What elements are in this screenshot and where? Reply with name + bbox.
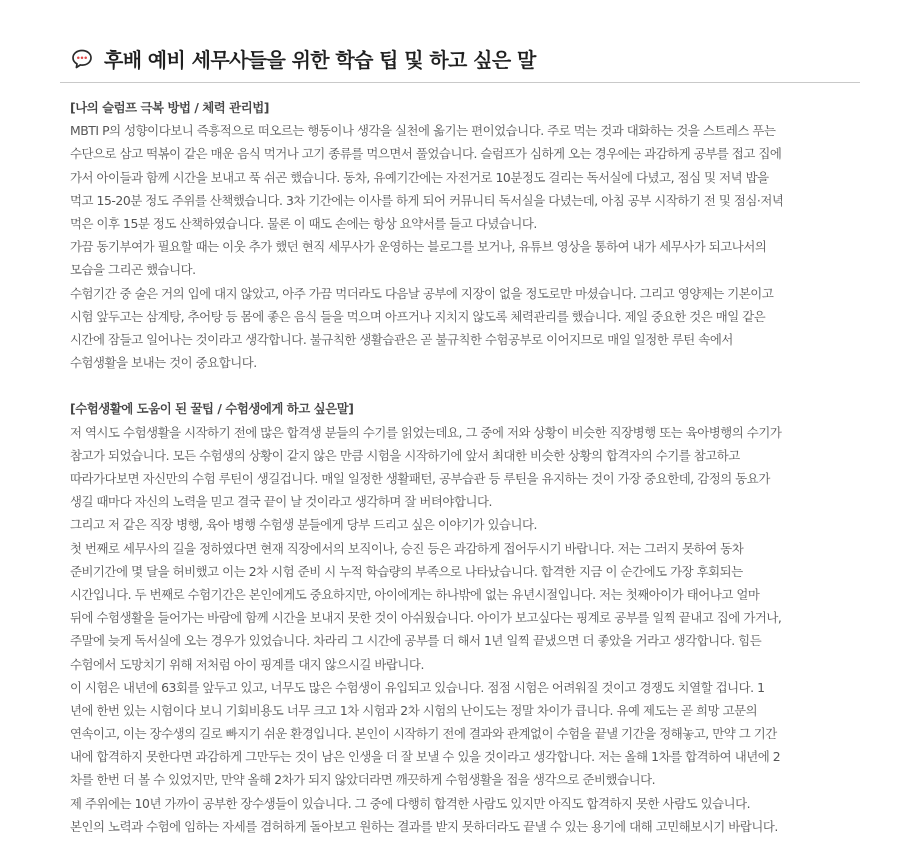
paragraph-line: 저 역시도 수험생활을 시작하기 전에 많은 합격생 분들의 수기를 읽었는데요, 그 중에 저와 상황이 비슷한 직장병행 또는 육아병행의 수기가 xyxy=(70,424,782,440)
paragraph-line: 수험에서 도망치기 위해 저처럼 아이 핑계를 대지 않으시길 바랍니다. xyxy=(70,656,424,672)
section-spacer xyxy=(70,374,860,397)
paragraph-line: 그리고 저 같은 직장 병행, 육아 병행 수험생 분들에게 당부 드리고 싶은 이야기가 있습니다. xyxy=(70,517,538,533)
paragraph-line: MBTI P의 성향이다보니 즉흥적으로 떠오르는 행동이나 생각을 실천에 옮기는 편이었습니다. 주로 먹는 것과 대화하는 것을 스트레스 푸는 xyxy=(70,123,776,139)
paragraph-line: 가끔 동기부여가 필요할 때는 이웃 추가 했던 현직 세무사가 운영하는 블로그를 보거나, 유튜브 영상을 통하여 내가 세무사가 되고나서의 xyxy=(70,239,767,255)
paragraph-line: 내에 합격하지 못한다면 과감하게 그만두는 것이 남은 인생을 더 잘 보낼 수 있을 것이라고 생각합니다. 저는 올해 1차를 합격하여 내년에 2 xyxy=(70,749,781,765)
paragraph-line: 뒤에 수험생활을 들어가는 바람에 함께 시간을 보내지 못한 것이 아쉬웠습니다. 아이가 보고싶다는 핑계로 공부를 일찍 끝내고 집에 가거나, xyxy=(70,610,782,626)
paragraph-line: 수험생활을 보내는 것이 중요합니다. xyxy=(70,355,257,371)
paragraph-line: 이 시험은 내년에 63회를 앞두고 있고, 너무도 많은 수험생이 유입되고 있습니다. 점점 시험은 어려워질 것이고 경쟁도 치열할 겁니다. 1 xyxy=(70,679,765,695)
paragraph-line: 따라가다보면 자신만의 수험 루틴이 생길겁니다. 매일 일정한 생활패턴, 공부습관 등 루틴을 유지하는 것이 가장 중요한데, 감정의 동요가 xyxy=(70,471,770,486)
paragraph-line: 년에 한번 있는 시험이다 보니 기회비용도 너무 크고 1차 시험과 2차 시험의 난이도는 정말 차이가 큽니다. 유예 제도는 곧 희망 고문의 xyxy=(70,702,758,718)
paragraph-line: 시간입니다. 두 번째로 수험기간은 본인에게도 중요하지만, 아이에게는 하나밖에 없는 유년시절입니다. 저는 첫째아이가 태어나고 얼마 xyxy=(70,586,760,602)
page-title: 후배 예비 세무사들을 위한 학습 팁 및 하고 싶은 말 xyxy=(104,48,536,72)
section-header xyxy=(70,44,536,73)
paragraph-line: 먹은 이후 15분 정도 산책하였습니다. 물론 이 때도 손에는 항상 요약서를 들고 다녔습니다. xyxy=(70,215,537,231)
paragraph-line: 수험기간 중 술은 거의 입에 대지 않았고, 아주 가끔 먹더라도 다음날 공부에 지장이 없을 정도로만 마셨습니다. 그리고 영양제는 기본이고 xyxy=(70,285,774,301)
paragraph-line: 먹고 15-20분 정도 주위를 산책했습니다. 3차 기간에는 이사를 하게 되어 커뮤니티 독서실을 다녔는데, 아침 공부 시작하기 전 및 점심·저녁 xyxy=(70,192,784,208)
section-heading: [나의 슬럼프 극복 방법 / 체력 관리법] xyxy=(70,100,269,115)
paragraph-line: 생길 때마다 자신의 노력을 믿고 결국 끝이 날 것이라고 생각하며 잘 버텨야합니다. xyxy=(70,494,493,510)
paragraph-line: 본인의 노력과 수험에 임하는 자세를 겸허하게 돌아보고 원하는 결과를 받지 못하더라도 끝낼 수 있는 용기에 대해 고민해보시기 바랍니다. xyxy=(70,818,778,834)
paragraph-line: 수단으로 삼고 떡볶이 같은 매운 음식 먹거나 고기 종류를 먹으면서 풀었습니다. 슬럼프가 심하게 오는 경우에는 과감하게 공부를 접고 집에 xyxy=(70,146,782,162)
paragraph-line: 참고가 되었습니다. 모든 수험생의 상황이 같지 않은 만큼 시험을 시작하기에 앞서 최대한 비슷한 상황의 합격자의 수기를 참고하고 xyxy=(70,447,740,463)
section-tips-advice xyxy=(70,397,860,838)
paragraph-line: 시간에 잠들고 일어나는 것이라고 생각합니다. 불규칙한 생활습관은 곧 불규칙한 수험공부로 이어지므로 매일 일정한 루틴 속에서 xyxy=(70,331,733,347)
paragraph-line: 주말에 늦게 독서실에 오는 경우가 있었습니다. 차라리 그 시간에 공부를 더 해서 1년 일찍 끝냈으면 더 좋았을 거라고 생각합니다. 힘든 xyxy=(70,633,762,649)
paragraph-line: 모습을 그리곤 했습니다. xyxy=(70,262,196,278)
paragraph-line: 차를 한번 더 볼 수 있었지만, 만약 올해 2차가 되지 않았더라면 깨끗하게 수험생활을 접을 생각으로 준비했습니다. xyxy=(70,772,656,788)
paragraph-line: 시험 앞두고는 삼계탕, 추어탕 등 몸에 좋은 음식 들을 먹으며 아프거나 지치지 않도록 체력관리를 했습니다. 제일 중요한 것은 매일 같은 xyxy=(70,308,766,324)
article-body xyxy=(70,96,860,838)
section-slump-health xyxy=(70,96,860,374)
paragraph-line: 가서 아이들과 함께 시간을 보내고 푹 쉬곤 했습니다. 동차, 유예기간에는 자전거로 10분정도 걸리는 독서실에 다녔고, 점심 및 저녁 밥을 xyxy=(70,169,769,185)
section-heading: [수험생활에 도움이 된 꿀팁 / 수험생에게 하고 싶은말] xyxy=(70,401,354,417)
paragraph-line: 제 주위에는 10년 가까이 공부한 장수생들이 있습니다. 그 중에 다행히 합격한 사람도 있지만 아직도 합격하지 못한 사람도 있습니다. xyxy=(70,795,751,811)
paragraph-line: 첫 번째로 세무사의 길을 정하였다면 현재 직장에서의 보직이나, 승진 등은 과감하게 접어두시기 바랍니다. 저는 그러지 못하여 동차 xyxy=(70,540,744,556)
chat-bubble-icon xyxy=(70,47,94,71)
paragraph-line: 연속이고, 이는 장수생의 길로 빠지기 쉬운 환경입니다. 본인이 시작하기 전에 결과와 관계없이 수험을 끝낼 기간을 정해놓고, 만약 그 기간 xyxy=(70,726,777,742)
header-divider xyxy=(60,82,860,83)
paragraph-line: 준비기간에 몇 달을 허비했고 이는 2차 시험 준비 시 누적 학습량의 부족으로 나타났습니다. 합격한 지금 이 순간에도 가장 후회되는 xyxy=(70,563,743,579)
